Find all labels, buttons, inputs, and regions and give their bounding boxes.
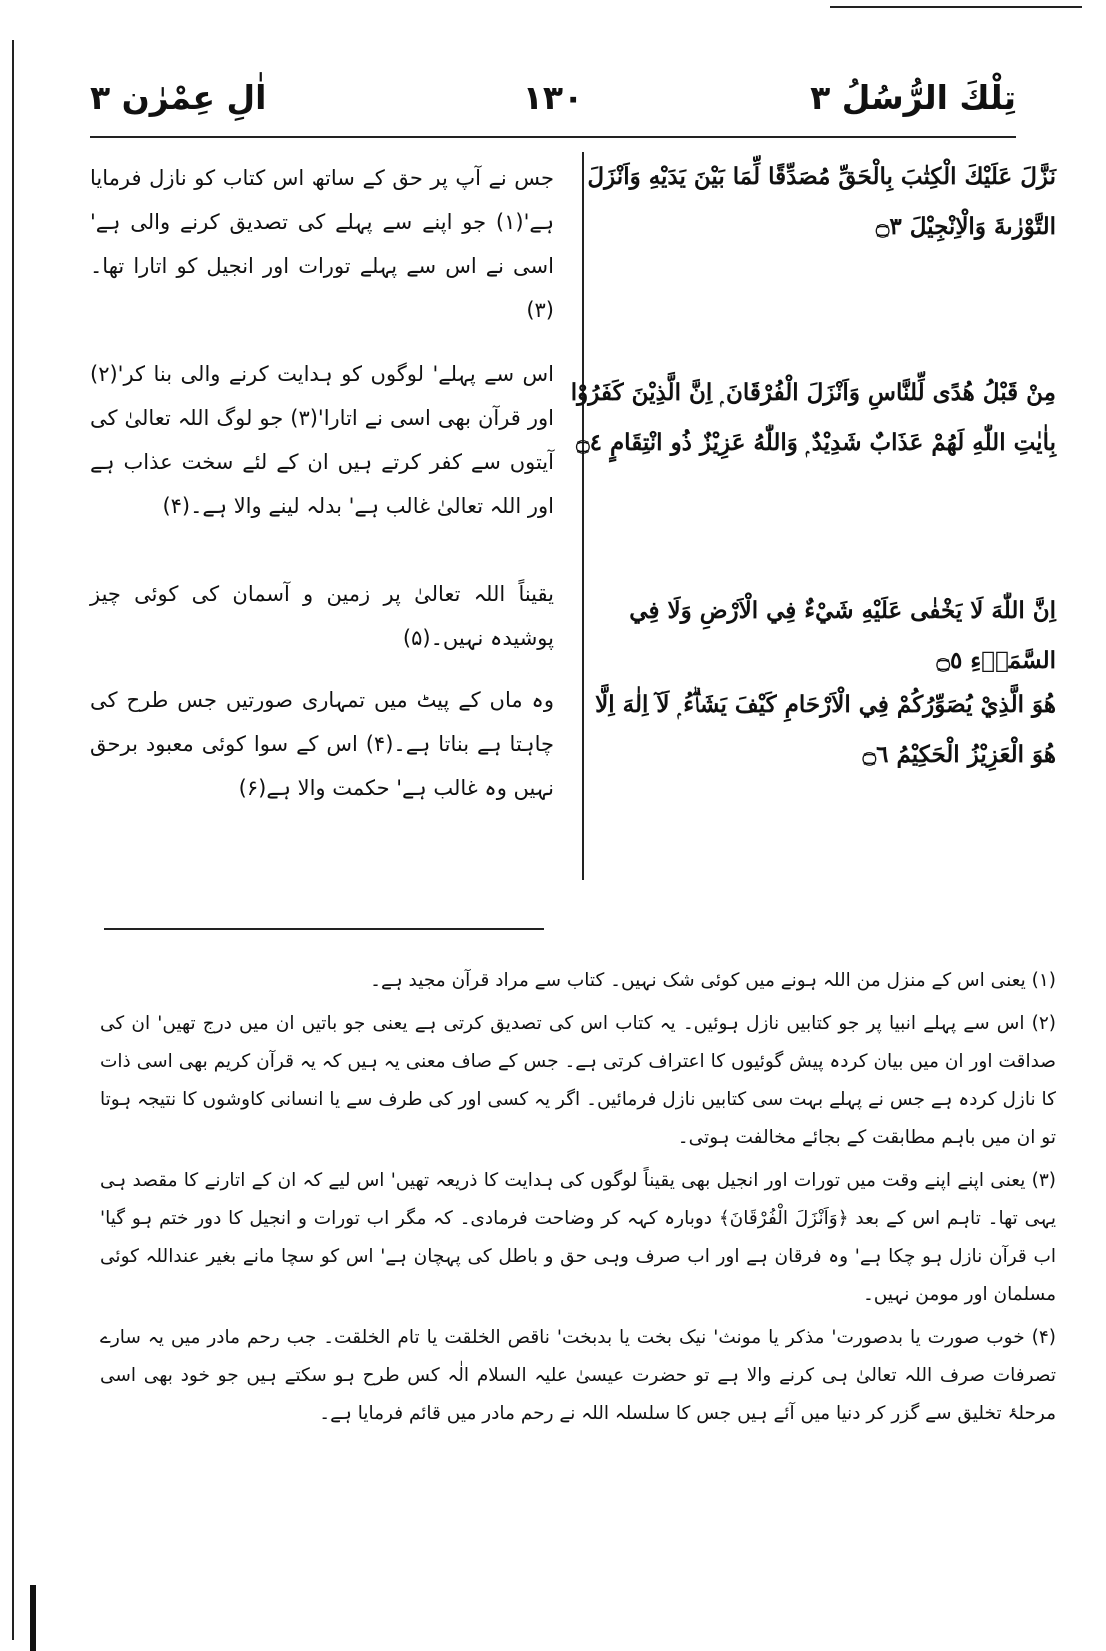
- verse-translation-6: وہ ماں کے پیٹ میں تمہاری صورتیں جس طرح کی چاہتا ہے بناتا ہے۔(۴) اس کے سوا کوئی معبود برحق نہیں وہ غالب ہے' حکمت والا ہے(۶): [90, 688, 554, 800]
- header-rule: [90, 136, 1016, 138]
- top-rule: [830, 6, 1082, 8]
- page-edge-mark: [30, 1585, 36, 1651]
- page-number: ١٣٠: [522, 78, 584, 117]
- footnote-rule: [104, 928, 544, 930]
- verse-translation-3: جس نے آپ پر حق کے ساتھ اس کتاب کو نازل فرمایا ہے'(۱) جو اپنے سے پہلے کی تصدیق کرنے والی ہے' اسی نے اس سے پہلے تورات اور انجیل کو اتارا تھا۔(۳): [90, 166, 554, 322]
- page-header: [90, 78, 1016, 136]
- footnote-3: (۳) یعنی اپنے اپنے وقت میں تورات اور انجیل بھی یقیناً لوگوں کی ہدایت کا ذریعہ تھیں' اس لیے کہ ان کے اتارنے کا مقصد ہی یہی تھا۔ تاہم اس کے بعد ﴿وَاَنْزَلَ الْفُرْقَانَ﴾ دوبارہ کہہ کر وضاحت فرمادی۔ کہ مگر اب تورات و انجیل کا دور ختم ہو گیا' اب قرآن نازل ہو چکا ہے' وہ فرقان ہے اور اب صرف وہی حق و باطل کی پہچان ہے' اس کو سچا مانے بغیر عنداللہ کوئی مسلمان اور مومن نہیں۔: [100, 1170, 1056, 1305]
- footnote-4: (۴) خوب صورت یا بدصورت' مذکر یا مونث' نیک بخت یا بدبخت' ناقص الخلقت یا تام الخلقت۔ جب رحم مادر میں یہ سارے تصرفات صرف اللہ تعالیٰ ہی کرنے والا ہے تو حضرت عیسیٰ علیہ السلام الٰہ کس طرح ہو سکتے ہیں جو خود بھی اسی مرحلۂ تخلیق سے گزر کر دنیا میں آئے ہیں جس کا سلسلہ اللہ نے رحم مادر میں قائم فرمایا ہے۔: [100, 1327, 1056, 1424]
- footnotes: [100, 962, 1056, 1438]
- verse-translation-5: یقیناً اللہ تعالیٰ پر زمین و آسمان کی کوئی چیز پوشیدہ نہیں۔(۵): [90, 582, 554, 650]
- page-edge-line: [12, 40, 14, 1640]
- header-juz-title: تِلْكَ الرُّسُلُ ٣: [810, 78, 1016, 117]
- verse-arabic-5: اِنَّ اللّٰهَ لَا يَخْفٰى عَلَيْهِ شَيْءٌ فِي الْاَرْضِ وَلَا فِي السَّمَاۗءِ ۝٥: [629, 597, 1056, 674]
- verse-arabic-6: ھُوَ الَّذِيْ يُصَوِّرُكُمْ فِي الْاَرْحَامِ كَيْفَ يَشَاۗءُ ۭ لَآ اِلٰهَ اِلَّا ھُوَ الْعَزِيْزُ الْحَكِيْمُ ۝٦: [595, 691, 1056, 768]
- verse-arabic-3: نَزَّلَ عَلَيْكَ الْكِتٰبَ بِالْحَقِّ مُصَدِّقًا لِّمَا بَيْنَ يَدَيْهِ وَاَنْزَلَ التَّوْرٰىةَ وَالْاِنْجِيْلَ ۝٣: [587, 163, 1056, 240]
- header-surah-title: اٰلِ عِمْرٰن ٣: [90, 78, 267, 117]
- verse-arabic-4: مِنْ قَبْلُ هُدًى لِّلنَّاسِ وَاَنْزَلَ الْفُرْقَانَ ۭ اِنَّ الَّذِيْنَ كَفَرُوْا بِاٰيٰتِ اللّٰهِ لَھُمْ عَذَابٌ شَدِيْدٌ ۭ وَاللّٰهُ عَزِيْزٌ ذُو انْتِقَامٍ ۝٤: [570, 379, 1056, 456]
- footnote-1: (۱) یعنی اس کے منزل من اللہ ہونے میں کوئی شک نہیں۔ کتاب سے مراد قرآن مجید ہے۔: [370, 970, 1056, 991]
- verse-translation-4: اس سے پہلے' لوگوں کو ہدایت کرنے والی بنا کر'(۲) اور قرآن بھی اسی نے اتارا'(۳) جو لوگ اللہ تعالیٰ کی آیتوں سے کفر کرتے ہیں ان کے لئے سخت عذاب ہے اور اللہ تعالیٰ غالب ہے' بدلہ لینے والا ہے۔(۴): [90, 362, 554, 518]
- footnote-2: (۲) اس سے پہلے انبیا پر جو کتابیں نازل ہوئیں۔ یہ کتاب اس کی تصدیق کرتی ہے یعنی جو باتیں ان میں درج تھیں' ان کی صداقت اور ان میں بیان کردہ پیش گوئیوں کا اعتراف کرتی ہے۔ جس کے صاف معنی یہ ہیں کہ یہ قرآن کریم بھی اسی ذات کا نازل کردہ ہے جس نے پہلے بہت سی کتابیں نازل فرمائیں۔ اگر یہ کسی اور کی طرف سے یا انسانی کاوشوں کا نتیجہ ہوتا تو ان میں باہم مطابقت کے بجائے مخالفت ہوتی۔: [100, 1013, 1056, 1148]
